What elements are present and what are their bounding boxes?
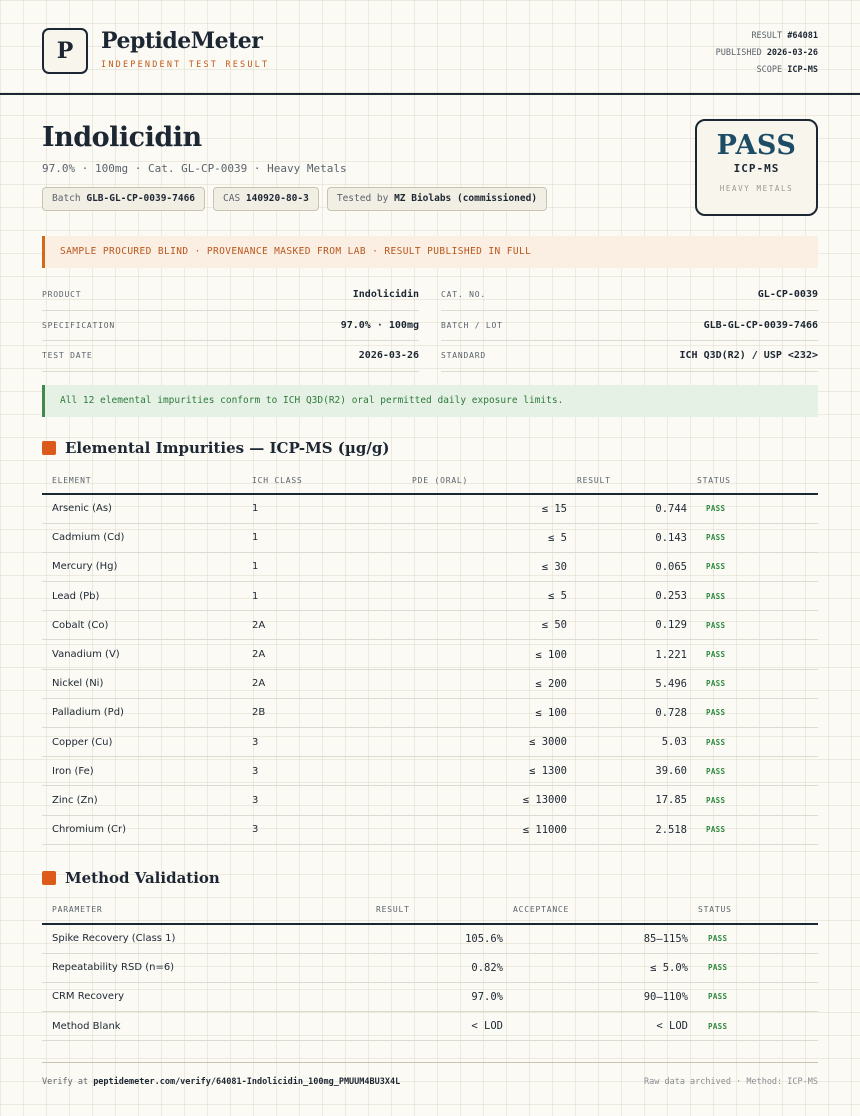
result-meta: [716, 28, 818, 79]
pde-cell: ≤ 15: [402, 494, 567, 523]
status-badge: PASS: [687, 640, 818, 669]
ich-class-cell: 2A: [242, 669, 402, 698]
pde-cell: ≤ 200: [402, 669, 567, 698]
ich-class-cell: 3: [242, 786, 402, 815]
col-status: STATUS: [688, 896, 818, 924]
table-row: [42, 669, 818, 698]
result-id-line: RESULT #64081: [751, 31, 818, 41]
status-badge: PASS: [687, 552, 818, 581]
info-product: PRODUCT Indolicidin: [42, 280, 419, 311]
status-badge: PASS: [688, 924, 818, 953]
table-row: [42, 728, 818, 757]
status-badge: PASS: [687, 523, 818, 552]
col-ich-class: ICH CLASS: [242, 467, 402, 494]
parameter-cell: Spike Recovery (Class 1): [42, 924, 366, 953]
ich-class-cell: 1: [242, 582, 402, 611]
info-test-date: TEST DATE 2026-03-26: [42, 341, 419, 372]
ich-class-cell: 2A: [242, 611, 402, 640]
impurities-table: [42, 467, 818, 845]
brand-name: PeptideMeter: [101, 28, 263, 54]
table-row: [42, 698, 818, 727]
table-row: [42, 786, 818, 815]
published-line: PUBLISHED 2026-03-26: [715, 48, 818, 58]
parameter-cell: CRM Recovery: [42, 982, 366, 1011]
col-result: RESULT: [366, 896, 503, 924]
brand-logo: P: [42, 28, 88, 74]
result-cell: < LOD: [366, 1012, 503, 1041]
element-cell: Lead (Pb): [42, 582, 242, 611]
parameter-cell: Method Blank: [42, 1012, 366, 1041]
impurities-section-header: [42, 439, 389, 457]
col-result: RESULT: [567, 467, 687, 494]
col-acceptance: ACCEPTANCE: [503, 896, 688, 924]
pass-stamp: [695, 119, 818, 216]
pde-cell: ≤ 1300: [402, 757, 567, 786]
validation-table: [42, 896, 818, 1041]
status-badge: PASS: [688, 982, 818, 1011]
brand-tagline: INDEPENDENT TEST RESULT: [101, 60, 270, 70]
acceptance-cell: 85–115%: [503, 924, 688, 953]
conformance-banner: All 12 elemental impurities conform to ICH Q3D(R2) oral permitted daily exposure limits.: [42, 385, 818, 417]
element-cell: Vanadium (V): [42, 640, 242, 669]
result-cell: 0.728: [567, 698, 687, 727]
status-badge: PASS: [687, 698, 818, 727]
result-cell: 0.129: [567, 611, 687, 640]
info-row: [42, 280, 818, 311]
status-badge: PASS: [687, 611, 818, 640]
ich-class-cell: 3: [242, 815, 402, 844]
table-header-row: [42, 467, 818, 494]
pde-cell: ≤ 13000: [402, 786, 567, 815]
pde-cell: ≤ 11000: [402, 815, 567, 844]
table-row: [42, 582, 818, 611]
stamp-verdict: PASS: [716, 130, 797, 161]
result-cell: 17.85: [567, 786, 687, 815]
element-cell: Cobalt (Co): [42, 611, 242, 640]
pde-cell: ≤ 5: [402, 523, 567, 552]
status-badge: PASS: [688, 953, 818, 982]
result-cell: 0.065: [567, 552, 687, 581]
acceptance-cell: < LOD: [503, 1012, 688, 1041]
page-title: Indolicidin: [42, 122, 202, 153]
element-cell: Nickel (Ni): [42, 669, 242, 698]
scope-value: ICP-MS: [787, 65, 818, 75]
status-badge: PASS: [687, 728, 818, 757]
table-row: [42, 611, 818, 640]
table-row: [42, 523, 818, 552]
element-cell: Zinc (Zn): [42, 786, 242, 815]
element-cell: Iron (Fe): [42, 757, 242, 786]
scope-line: SCOPE ICP-MS: [756, 65, 818, 75]
status-badge: PASS: [688, 1012, 818, 1041]
pde-cell: ≤ 5: [402, 582, 567, 611]
result-cell: 0.744: [567, 494, 687, 523]
ich-class-cell: 2A: [242, 640, 402, 669]
table-row: [42, 494, 818, 523]
info-specification: SPECIFICATION 97.0% · 100mg: [42, 311, 419, 342]
acceptance-cell: ≤ 5.0%: [503, 953, 688, 982]
result-cell: 0.253: [567, 582, 687, 611]
pde-cell: ≤ 3000: [402, 728, 567, 757]
table-row: [42, 982, 818, 1011]
result-cell: 0.143: [567, 523, 687, 552]
pde-cell: ≤ 100: [402, 640, 567, 669]
result-cell: 97.0%: [366, 982, 503, 1011]
status-badge: PASS: [687, 669, 818, 698]
result-cell: 1.221: [567, 640, 687, 669]
published-date: 2026-03-26: [766, 48, 818, 58]
header-divider: [0, 93, 860, 95]
table-row: [42, 757, 818, 786]
impurities-title: Elemental Impurities — ICP-MS (µg/g): [65, 439, 390, 457]
validation-title: Method Validation: [65, 869, 220, 887]
result-cell: 5.496: [567, 669, 687, 698]
verify-link[interactable]: peptidemeter.com/verify/64081-Indolicidin_100mg_PMUUM4BU3X4L: [93, 1077, 401, 1087]
status-badge: PASS: [687, 815, 818, 844]
element-cell: Cadmium (Cd): [42, 523, 242, 552]
col-parameter: PARAMETER: [42, 896, 366, 924]
section-marker-icon: [42, 871, 56, 885]
table-row: [42, 815, 818, 844]
table-row: [42, 552, 818, 581]
element-cell: Chromium (Cr): [42, 815, 242, 844]
stamp-scope: HEAVY METALS: [719, 184, 794, 193]
status-badge: PASS: [687, 757, 818, 786]
result-cell: 105.6%: [366, 924, 503, 953]
section-marker-icon: [42, 441, 56, 455]
table-row: [42, 953, 818, 982]
impurities-table-body: [42, 494, 818, 844]
table-row: [42, 1012, 818, 1041]
result-cell: 2.518: [567, 815, 687, 844]
col-element: ELEMENT: [42, 467, 242, 494]
verify-text: Verify at peptidemeter.com/verify/64081-Indolicidin_100mg_PMUUM4BU3X4L: [42, 1077, 401, 1087]
table-header-row: [42, 896, 818, 924]
col-pde: PDE (ORAL): [402, 467, 567, 494]
info-cat-no: CAT. NO. GL-CP-0039: [441, 280, 818, 311]
table-row: [42, 924, 818, 953]
result-cell: 39.60: [567, 757, 687, 786]
ich-class-cell: 1: [242, 552, 402, 581]
ich-class-cell: 2B: [242, 698, 402, 727]
parameter-cell: Repeatability RSD (n=6): [42, 953, 366, 982]
validation-table-body: [42, 924, 818, 1041]
pde-cell: ≤ 50: [402, 611, 567, 640]
status-badge: PASS: [687, 494, 818, 523]
blind-procurement-notice: SAMPLE PROCURED BLIND · PROVENANCE MASKED FROM LAB · RESULT PUBLISHED IN FULL: [42, 236, 818, 268]
product-info-grid: [42, 280, 818, 372]
status-badge: PASS: [687, 786, 818, 815]
element-cell: Copper (Cu): [42, 728, 242, 757]
pde-cell: ≤ 30: [402, 552, 567, 581]
product-subtitle: 97.0% · 100mg · Cat. GL-CP-0039 · Heavy Metals: [42, 162, 347, 175]
result-id: #64081: [787, 31, 818, 41]
acceptance-cell: 90–110%: [503, 982, 688, 1011]
info-row: [42, 341, 818, 372]
element-cell: Mercury (Hg): [42, 552, 242, 581]
info-row: [42, 311, 818, 342]
product-chips: [42, 187, 547, 211]
batch-chip: Batch GLB-GL-CP-0039-7466: [42, 187, 205, 211]
result-cell: 5.03: [567, 728, 687, 757]
result-cell: 0.82%: [366, 953, 503, 982]
table-row: [42, 640, 818, 669]
ich-class-cell: 1: [242, 523, 402, 552]
ich-class-cell: 1: [242, 494, 402, 523]
pde-cell: ≤ 100: [402, 698, 567, 727]
ich-class-cell: 3: [242, 757, 402, 786]
validation-section-header: [42, 869, 220, 887]
info-standard: STANDARD ICH Q3D(R2) / USP <232>: [441, 341, 818, 372]
tested-by-chip: Tested by MZ Biolabs (commissioned): [327, 187, 547, 211]
col-status: STATUS: [687, 467, 818, 494]
footer-divider: [42, 1062, 818, 1063]
cas-chip: CAS 140920-80-3: [213, 187, 319, 211]
info-batch-lot: BATCH / LOT GLB-GL-CP-0039-7466: [441, 311, 818, 342]
stamp-method: ICP-MS: [733, 162, 780, 175]
element-cell: Arsenic (As): [42, 494, 242, 523]
ich-class-cell: 3: [242, 728, 402, 757]
footer-method-note: Raw data archived · Method: ICP-MS: [644, 1077, 818, 1087]
status-badge: PASS: [687, 582, 818, 611]
element-cell: Palladium (Pd): [42, 698, 242, 727]
